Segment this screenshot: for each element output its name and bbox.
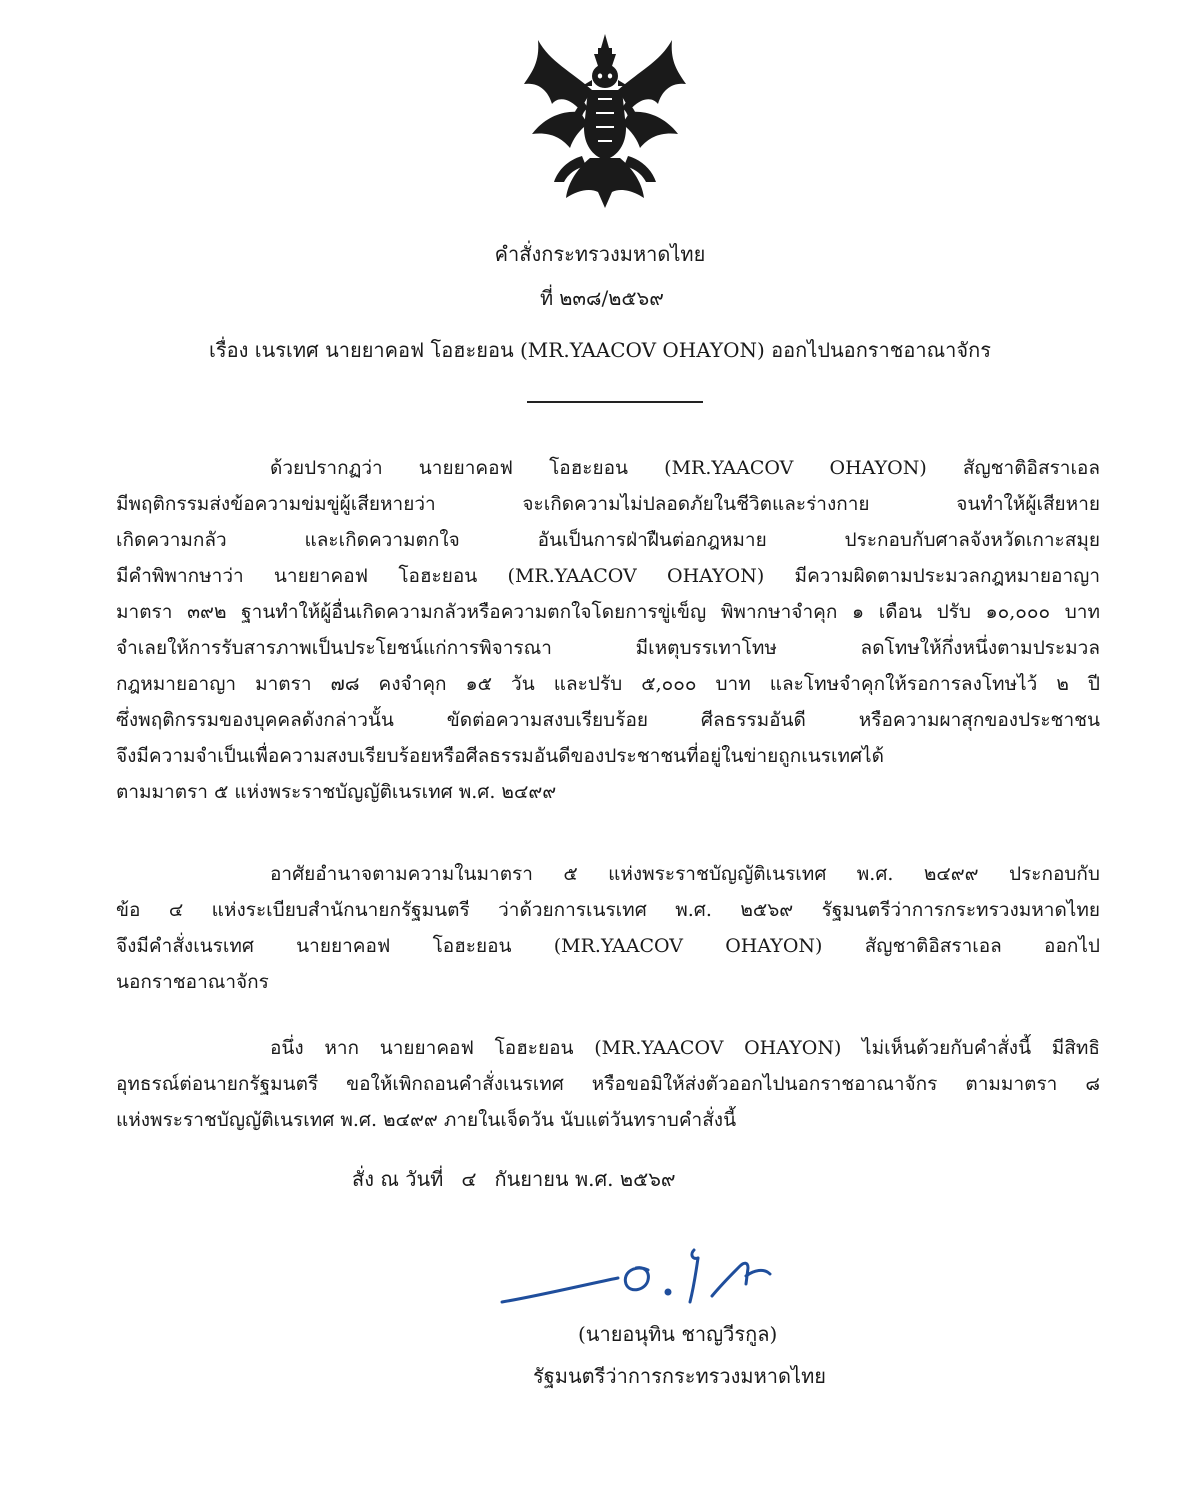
paragraph-line: เกิดความกลัว และเกิดความตกใจ อันเป็นการฝ่าฝืนต่อกฎหมาย ประกอบกับศาลจังหวัดเกาะสมุย	[116, 529, 1100, 551]
paragraph-line: กฎหมายอาญา มาตรา ๗๘ คงจำคุก ๑๕ วัน และปรับ ๕,๐๐๐ บาท และโทษจำคุกให้รอการลงโทษไว้ ๒ ปี	[116, 673, 1100, 695]
date-label: สั่ง ณ วันที่	[352, 1167, 444, 1191]
paragraph-line: ด้วยปรากฏว่า นายยาคอฟ โอฮะยอน (MR.YAACOV OHAYON) สัญชาติอิสราเอล	[270, 457, 1100, 479]
paragraph-3	[116, 1030, 1100, 1138]
paragraph-line: นอกราชอาณาจักร	[116, 971, 269, 993]
order-number: ๒๓๘/๒๕๖๙	[559, 286, 664, 310]
paragraph-line: มีพฤติกรรมส่งข้อความข่มขู่ผู้เสียหายว่า จะเกิดความไม่ปลอดภัยในชีวิตและร่างกาย จนทำให้ผู้เสียหาย	[116, 493, 1100, 515]
paragraph-line: จึงมีความจำเป็นเพื่อความสงบเรียบร้อยหรือศีลธรรมอันดีของประชาชนที่อยู่ในข่ายถูกเนรเทศได้	[116, 745, 884, 767]
paragraph-2	[116, 856, 1100, 1000]
paragraph-line: มาตรา ๓๙๒ ฐานทำให้ผู้อื่นเกิดความกลัวหรือความตกใจโดยการขู่เข็ญ พิพากษาจำคุก ๑ เดือน ปรับ ๑๐,๐๐๐ บาท	[116, 601, 1100, 623]
paragraph-line: แห่งพระราชบัญญัติเนรเทศ พ.ศ. ๒๔๙๙ ภายในเจ็ดวัน นับแต่วันทราบคำสั่งนี้	[116, 1109, 737, 1131]
order-date	[352, 1164, 694, 1194]
paragraph-line: มีคำพิพากษาว่า นายยาคอฟ โอฮะยอน (MR.YAACOV OHAYON) มีความผิดตามประมวลกฎหมายอาญา	[116, 565, 1100, 587]
paragraph-1	[116, 450, 1100, 810]
paragraph-line: ซึ่งพฤติกรรมของบุคคลดังกล่าวนั้น ขัดต่อความสงบเรียบร้อย ศีลธรรมอันดี หรือความผาสุกของประชาชน	[116, 709, 1100, 731]
signer-title: รัฐมนตรีว่าการกระทรวงมหาดไทย	[533, 1364, 826, 1388]
date-month-year: กันยายน พ.ศ. ๒๕๖๙	[494, 1167, 676, 1191]
garuda-emblem-icon	[522, 32, 688, 208]
paragraph-line: อาศัยอำนาจตามความในมาตรา ๕ แห่งพระราชบัญญัติเนรเทศ พ.ศ. ๒๔๙๙ ประกอบกับ	[270, 863, 1100, 885]
paragraph-line: อนึ่ง หาก นายยาคอฟ โอฮะยอน (MR.YAACOV OHAYON) ไม่เห็นด้วยกับคำสั่งนี้ มีสิทธิ	[270, 1037, 1100, 1059]
paragraph-line: อุทธรณ์ต่อนายกรัฐมนตรี ขอให้เพิกถอนคำสั่งเนรเทศ หรือขอมิให้ส่งตัวออกไปนอกราชอาณาจักร ตามมาตรา ๘	[116, 1073, 1100, 1095]
order-number-prefix: ที่	[540, 286, 554, 310]
handwritten-signature-icon	[498, 1240, 798, 1320]
date-day: ๔	[461, 1167, 477, 1191]
signer-name: (นายอนุทิน ชาญวีรกูล)	[578, 1322, 778, 1346]
paragraph-line: จำเลยให้การรับสารภาพเป็นประโยชน์แก่การพิจารณา มีเหตุบรรเทาโทษ ลดโทษให้กึ่งหนึ่งตามประมวล	[116, 637, 1100, 659]
paragraph-line: ตามมาตรา ๕ แห่งพระราชบัญญัติเนรเทศ พ.ศ. ๒๔๙๙	[116, 781, 557, 803]
subject-line: เรื่อง เนรเทศ นายยาคอฟ โอฮะยอน (MR.YAACOV OHAYON) ออกไปนอกราชอาณาจักร	[209, 338, 991, 362]
paragraph-line: จึงมีคำสั่งเนรเทศ นายยาคอฟ โอฮะยอน (MR.YAACOV OHAYON) สัญชาติอิสราเอล ออกไป	[116, 935, 1100, 957]
order-number-row	[540, 284, 670, 312]
title-divider	[527, 401, 703, 403]
order-title: คำสั่งกระทรวงมหาดไทย	[494, 242, 706, 266]
paragraph-line: ข้อ ๔ แห่งระเบียบสำนักนายกรัฐมนตรี ว่าด้วยการเนรเทศ พ.ศ. ๒๕๖๙ รัฐมนตรีว่าการกระทรวงมหาดไทย	[116, 899, 1100, 921]
